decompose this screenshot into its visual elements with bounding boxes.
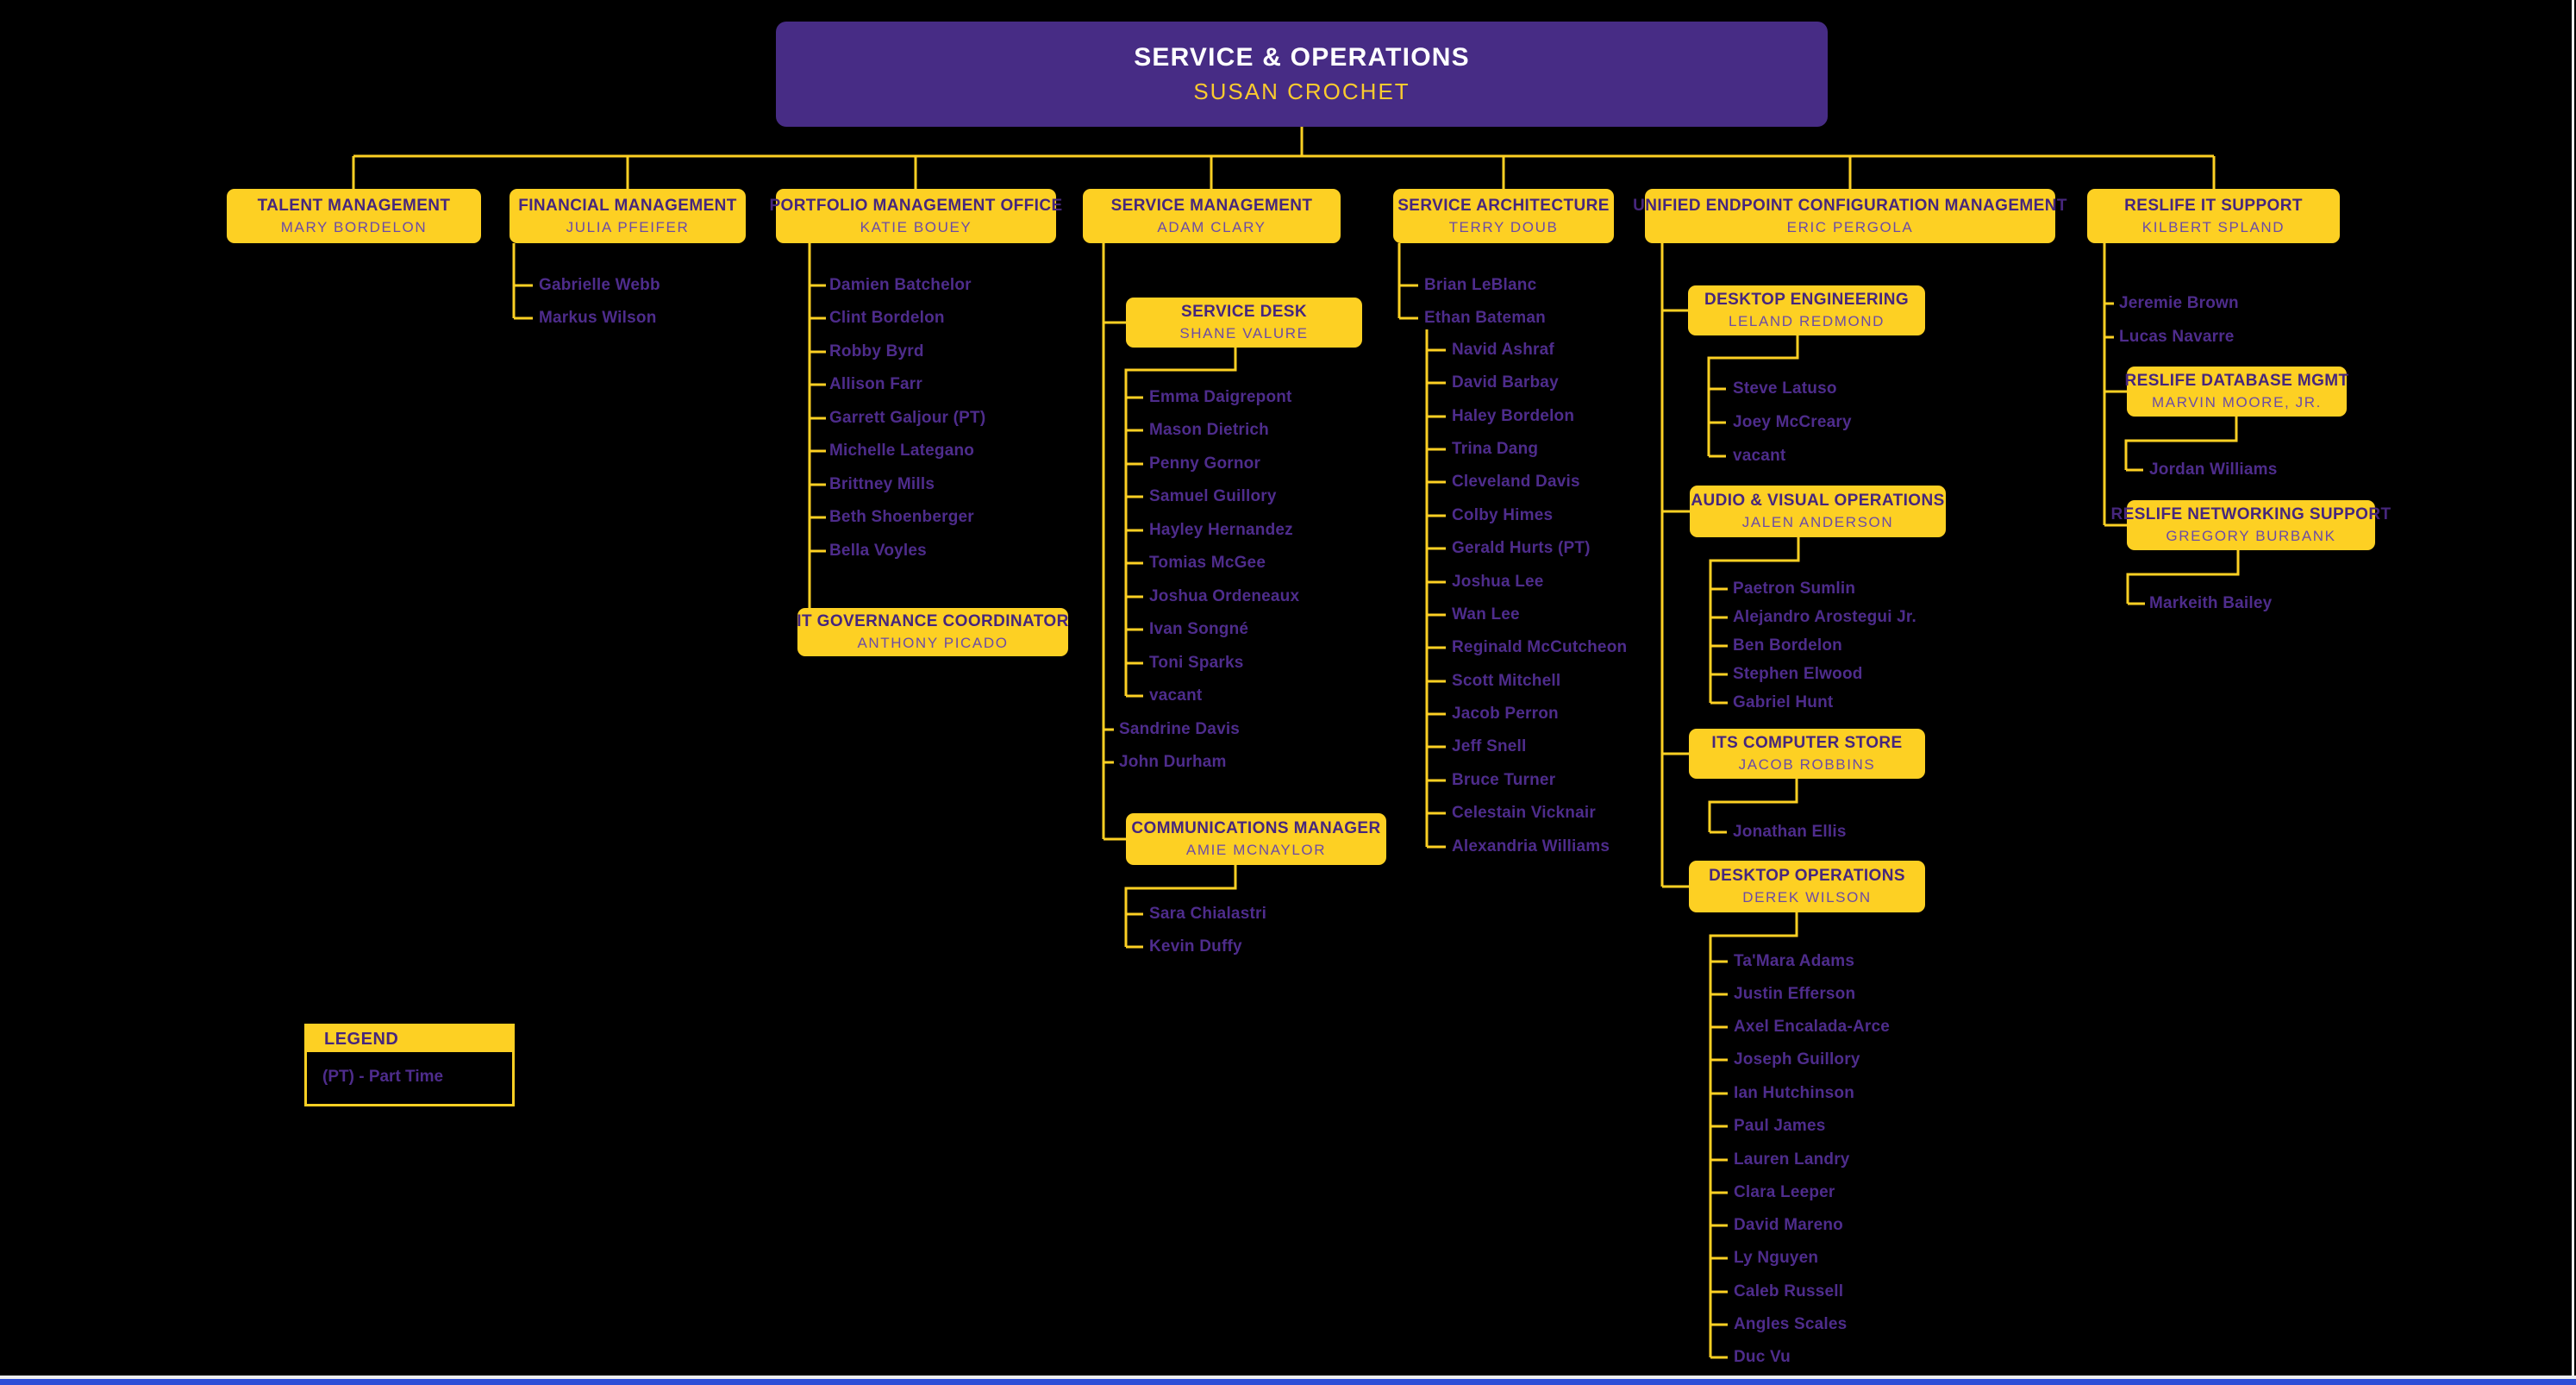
person-row: David Mareno (1734, 1216, 1843, 1234)
org-node-title: FINANCIAL MANAGEMENT (518, 196, 737, 215)
legend-item: (PT) - Part Time (322, 1068, 444, 1086)
org-node-reslife-it-support (2087, 189, 2340, 243)
person-row: Tomias McGee (1149, 554, 1266, 572)
org-node-reslife-database-mgmt (2124, 367, 2349, 417)
person-row: Angles Scales (1734, 1315, 1848, 1333)
org-node-portfolio-management-office (769, 189, 1063, 243)
person-row: Justin Efferson (1734, 985, 1856, 1003)
org-node-name: LELAND REDMOND (1728, 313, 1885, 329)
person-row: vacant (1733, 447, 1786, 465)
org-node-title: SERVICE ARCHITECTURE (1397, 196, 1610, 215)
person-row: Ta'Mara Adams (1734, 952, 1855, 970)
org-node-name: JALEN ANDERSON (1741, 514, 1894, 530)
org-node-title: SERVICE MANAGEMENT (1110, 196, 1313, 215)
org-node-desktop-operations (1689, 861, 1925, 912)
org-node-service-operations (776, 22, 1828, 127)
connector-financial (514, 243, 533, 318)
person-row: Penny Gornor (1149, 454, 1261, 473)
person-row: Jeremie Brown (2119, 294, 2239, 312)
org-node-title: PORTFOLIO MANAGEMENT OFFICE (769, 196, 1063, 215)
person-row: Alejandro Arostegui Jr. (1733, 608, 1916, 626)
org-node-talent-management (227, 189, 481, 243)
person-row: Stephen Elwood (1733, 665, 1863, 683)
org-node-name: AMIE MCNAYLOR (1185, 842, 1327, 858)
org-node-name: ERIC PERGOLA (1786, 218, 1914, 235)
person-row: Ian Hutchinson (1734, 1084, 1855, 1102)
person-row: Joshua Lee (1452, 573, 1544, 591)
person-row: vacant (1149, 686, 1203, 705)
person-row: Gerald Hurts (PT) (1452, 539, 1591, 557)
person-row: Wan Lee (1452, 605, 1520, 624)
person-row: Clara Leeper (1734, 1183, 1835, 1201)
person-row: Ly Nguyen (1734, 1249, 1819, 1267)
org-node-name: ADAM CLARY (1157, 218, 1266, 235)
person-row: Ethan Bateman (1424, 309, 1546, 327)
person-row: Beth Shoenberger (829, 508, 974, 526)
person-row: Lauren Landry (1734, 1150, 1850, 1169)
person-row: Caleb Russell (1734, 1282, 1844, 1300)
person-row: Damien Batchelor (829, 276, 972, 294)
person-row: Steve Latuso (1733, 379, 1837, 398)
org-node-name: JULIA PFEIFER (566, 218, 690, 235)
legend-box (304, 1024, 515, 1106)
org-node-name: ANTHONY PICADO (857, 635, 1009, 651)
person-row: David Barbay (1452, 373, 1559, 392)
org-node-service-architecture (1393, 189, 1614, 243)
person-row: Markus Wilson (539, 309, 657, 327)
person-row: Michelle Lategano (829, 442, 975, 460)
org-node-service-management (1083, 189, 1341, 243)
person-row: Duc Vu (1734, 1348, 1791, 1366)
person-row: Robby Byrd (829, 342, 924, 360)
org-node-communications-manager (1126, 813, 1386, 865)
person-row: Jordan Williams (2149, 461, 2278, 479)
person-row: Gabriel Hunt (1733, 693, 1834, 711)
org-node-it-governance-coordinator (797, 608, 1068, 656)
person-row: Brian LeBlanc (1424, 276, 1537, 294)
org-node-name: SUSAN CROCHET (1193, 78, 1410, 104)
connector-pmo (810, 243, 826, 608)
org-node-title: RESLIFE NETWORKING SUPPORT (2110, 505, 2392, 523)
person-row: Markeith Bailey (2149, 594, 2273, 612)
org-node-title: RESLIFE DATABASE MGMT (2124, 372, 2349, 390)
org-node-title: ITS COMPUTER STORE (1711, 734, 1903, 752)
person-row: Ben Bordelon (1733, 636, 1842, 655)
org-node-name: MARY BORDELON (280, 218, 428, 235)
org-node-service-desk (1126, 298, 1362, 348)
org-node-title: DESKTOP ENGINEERING (1704, 291, 1910, 309)
person-row: Sandrine Davis (1119, 720, 1241, 738)
org-node-desktop-engineering (1688, 285, 1925, 335)
legend-title: LEGEND (307, 1026, 512, 1052)
org-node-name: MARVIN MOORE, JR. (2152, 394, 2322, 410)
person-row: Lucas Navarre (2119, 328, 2235, 346)
page-bottom-accent-bar (0, 1379, 2576, 1385)
person-row: Toni Sparks (1149, 654, 1244, 672)
person-row: Gabrielle Webb (539, 276, 660, 294)
person-row: John Durham (1119, 753, 1227, 771)
person-row: Joey McCreary (1733, 413, 1852, 431)
person-row: Alexandria Williams (1452, 837, 1610, 855)
org-node-name: DEREK WILSON (1742, 889, 1872, 906)
connector-service-architecture (1399, 243, 1446, 847)
org-node-title: DESKTOP OPERATIONS (1709, 867, 1905, 885)
person-row: Emma Daigrepont (1149, 388, 1292, 406)
person-row: Paetron Sumlin (1733, 580, 1856, 598)
org-node-name: KILBERT SPLAND (2141, 218, 2285, 235)
person-row: Bruce Turner (1452, 771, 1556, 789)
person-row: Scott Mitchell (1452, 672, 1561, 690)
org-node-its-computer-store (1689, 729, 1925, 779)
person-row: Jonathan Ellis (1733, 823, 1847, 841)
org-node-title: SERVICE & OPERATIONS (1134, 43, 1470, 72)
person-row: Haley Bordelon (1452, 407, 1575, 425)
org-node-audio-visual-operations (1690, 486, 1946, 537)
org-node-financial-management (510, 189, 746, 243)
person-row: Jacob Perron (1452, 705, 1559, 723)
person-row: Samuel Guillory (1149, 487, 1277, 505)
person-row: Jeff Snell (1452, 737, 1527, 755)
person-row: Axel Encalada-Arce (1734, 1018, 1891, 1036)
org-node-name: GREGORY BURBANK (2166, 528, 2336, 544)
person-row: Brittney Mills (829, 475, 935, 493)
org-node-reslife-networking-support (2110, 500, 2392, 550)
org-node-title: AUDIO & VISUAL OPERATIONS (1691, 492, 1945, 510)
org-node-unified-endpoint-configuration-management (1633, 189, 2067, 243)
person-row: Joseph Guillory (1734, 1050, 1860, 1069)
org-node-title: SERVICE DESK (1181, 303, 1307, 321)
person-row: Celestain Vicknair (1452, 804, 1596, 822)
page-right-edge (2572, 0, 2574, 1379)
org-node-title: COMMUNICATIONS MANAGER (1131, 819, 1381, 837)
person-row: Hayley Hernandez (1149, 521, 1293, 539)
person-row: Garrett Galjour (PT) (829, 409, 986, 427)
org-node-name: KATIE BOUEY (860, 218, 972, 235)
person-row: Clint Bordelon (829, 309, 945, 327)
person-row: Colby Himes (1452, 506, 1554, 524)
person-row: Joshua Ordeneaux (1149, 587, 1300, 605)
org-node-title: IT GOVERNANCE COORDINATOR (797, 612, 1069, 630)
org-node-name: SHANE VALURE (1179, 325, 1309, 342)
person-row: Cleveland Davis (1452, 473, 1580, 491)
org-node-name: TERRY DOUB (1448, 218, 1559, 235)
person-row: Reginald McCutcheon (1452, 638, 1628, 656)
connector-root (353, 127, 2214, 189)
person-row: Mason Dietrich (1149, 421, 1269, 439)
org-node-title: TALENT MANAGEMENT (257, 196, 451, 215)
org-node-title: UNIFIED ENDPOINT CONFIGURATION MANAGEMENT (1633, 196, 2067, 215)
person-row: Trina Dang (1452, 440, 1539, 458)
person-row: Kevin Duffy (1149, 937, 1242, 956)
org-node-title: RESLIFE IT SUPPORT (2124, 196, 2303, 215)
person-row: Navid Ashraf (1452, 341, 1554, 359)
person-row: Bella Voyles (829, 542, 927, 560)
person-row: Paul James (1734, 1117, 1826, 1135)
person-row: Sara Chialastri (1149, 905, 1267, 923)
org-node-name: JACOB ROBBINS (1738, 756, 1876, 773)
person-row: Ivan Songné (1149, 620, 1249, 638)
person-row: Allison Farr (829, 375, 922, 393)
